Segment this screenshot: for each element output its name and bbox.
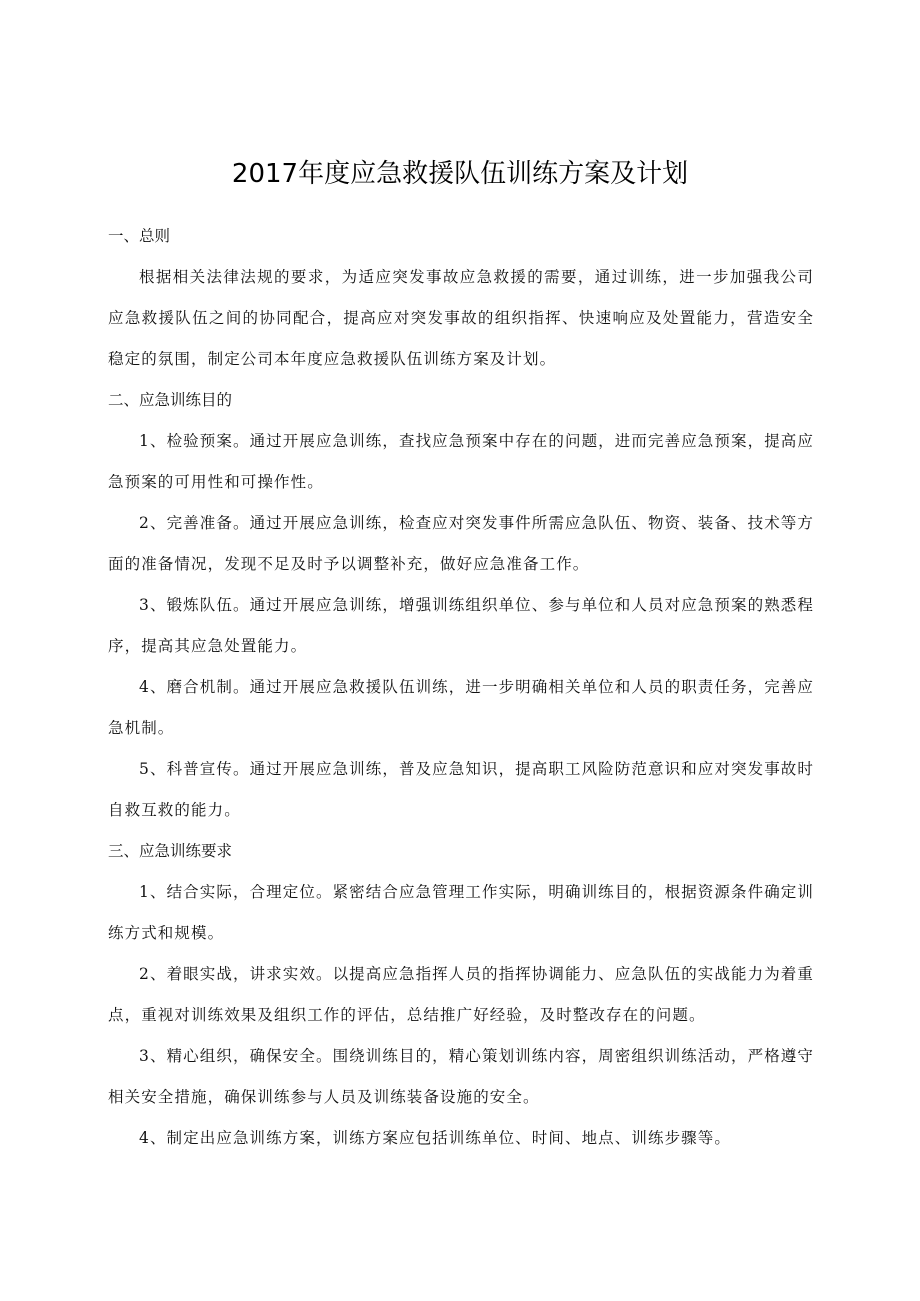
section-general	[108, 216, 814, 380]
document-body	[108, 216, 814, 1159]
paragraph: 根据相关法律法规的要求，为适应突发事故应急救援的需要，通过训练，进一步加强我公司应急救援队伍之间的协同配合，提高应对突发事故的组织指挥、快速响应及处置能力，营造安全稳定的氛围，制定公司本年度应急救援队伍训练方案及计划。	[108, 268, 814, 368]
section-heading: 二、应急训练目的	[108, 391, 233, 409]
paragraph: 4、制定出应急训练方案，训练方案应包括训练单位、时间、地点、训练步骤等。	[139, 1129, 731, 1147]
document-title: 2017年度应急救援队伍训练方案及计划	[231, 159, 689, 189]
paragraph: 4、磨合机制。通过开展应急救援队伍训练，进一步明确相关单位和人员的职责任务，完善应急机制。	[108, 678, 814, 737]
section-heading: 一、总则	[108, 227, 171, 245]
section-training-purpose	[108, 380, 814, 831]
paragraph: 5、科普宣传。通过开展应急训练，普及应急知识，提高职工风险防范意识和应对突发事故时自救互救的能力。	[108, 760, 814, 819]
paragraph: 2、着眼实战，讲求实效。以提高应急指挥人员的指挥协调能力、应急队伍的实战能力为着重点，重视对训练效果及组织工作的评估，总结推广好经验，及时整改存在的问题。	[108, 965, 814, 1024]
section-heading: 三、应急训练要求	[108, 842, 233, 860]
paragraph: 1、检验预案。通过开展应急训练，查找应急预案中存在的问题，进而完善应急预案，提高应急预案的可用性和可操作性。	[108, 432, 814, 491]
section-training-requirements	[108, 831, 814, 1159]
paragraph: 3、精心组织，确保安全。围绕训练目的，精心策划训练内容，周密组织训练活动，严格遵守相关安全措施，确保训练参与人员及训练装备设施的安全。	[108, 1047, 814, 1106]
paragraph: 2、完善准备。通过开展应急训练，检查应对突发事件所需应急队伍、物资、装备、技术等方面的准备情况，发现不足及时予以调整补充，做好应急准备工作。	[108, 514, 814, 573]
paragraph: 3、锻炼队伍。通过开展应急训练，增强训练组织单位、参与单位和人员对应急预案的熟悉程序，提高其应急处置能力。	[108, 596, 814, 655]
paragraph: 1、结合实际，合理定位。紧密结合应急管理工作实际，明确训练目的，根据资源条件确定训练方式和规模。	[108, 883, 814, 942]
